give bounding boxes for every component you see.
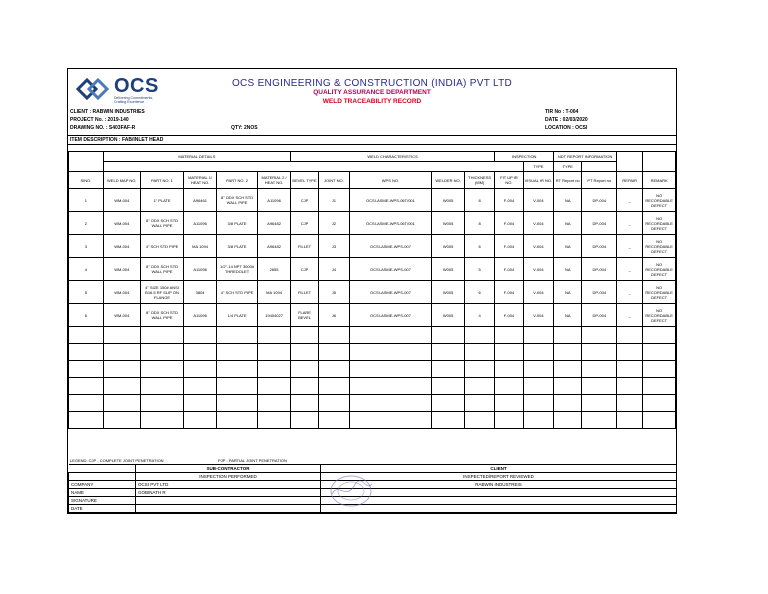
column-header: WELD MAP NO. (103, 172, 140, 189)
table-row (69, 189, 676, 212)
table-cell: _ (617, 212, 643, 235)
empty-cell (523, 378, 553, 395)
empty-cell (464, 378, 494, 395)
table-row (69, 304, 676, 327)
empty-cell (69, 412, 104, 429)
empty-cell (216, 327, 257, 344)
empty-cell (495, 327, 523, 344)
subcontractor-company: OCSI PVT LTD (136, 481, 321, 489)
table-body (69, 189, 676, 429)
empty-cell (432, 327, 465, 344)
client-field: CLIENT : RABWIN INDUSTRIES (70, 109, 145, 115)
table-cell: 8" ODX SCH STD WALL PIPE (216, 189, 257, 212)
empty-cell (582, 378, 617, 395)
table-cell: F-004 (495, 258, 523, 281)
table-cell: _ (617, 235, 643, 258)
column-header: WELDER NO. (432, 172, 465, 189)
empty-cell (617, 327, 643, 344)
table-row (69, 258, 676, 281)
empty-cell (258, 344, 291, 361)
empty-cell (349, 378, 432, 395)
empty-cell (554, 327, 582, 344)
weld-characteristics-header: WELD CHARACTERISTICS (290, 152, 494, 162)
table-cell: DP-004 (582, 212, 617, 235)
empty-cell (554, 378, 582, 395)
empty-cell (216, 395, 257, 412)
table-cell: A96461 (184, 189, 217, 212)
table-cell: 8" ODX SCH STD WALL PIPE (140, 258, 184, 281)
table-cell: NO RECORDABLE DEFECT (643, 304, 676, 327)
table-cell: CJP (290, 258, 318, 281)
document-header (68, 69, 676, 106)
table-cell: A11096 (184, 212, 217, 235)
table-cell: 8 (464, 189, 494, 212)
table-cell: DP-004 (582, 281, 617, 304)
empty-cell (582, 395, 617, 412)
table-cell: 3804 (184, 281, 217, 304)
table-cell: CJP (290, 212, 318, 235)
column-header: SINO. (69, 172, 104, 189)
table-cell: A11096 (184, 258, 217, 281)
item-description: ITEM DESCRIPTION : FAB/INLET HEAD (70, 137, 164, 143)
table-cell: 3 (69, 235, 104, 258)
table-cell: 4 (464, 304, 494, 327)
table-cell: W005 (432, 235, 465, 258)
company-label: COMPANY (69, 481, 136, 489)
empty-cell (554, 412, 582, 429)
table-cell: J6 (319, 304, 349, 327)
material-details-header: MATERIAL DETAILS (103, 152, 290, 162)
table-cell: 8 (464, 212, 494, 235)
table-cell: NO RECORDABLE DEFECT (643, 189, 676, 212)
subcontractor-signature (136, 497, 321, 505)
column-header: PART NO. 2 (216, 172, 257, 189)
drawing-field: DRAWING NO. : S403FAF-R (70, 125, 136, 131)
empty-cell (582, 361, 617, 378)
empty-cell (103, 344, 140, 361)
logo-wordmark: OCS (114, 75, 159, 97)
inspected-reviewed-label: INSPECTED/REPORT REVIEWED (321, 473, 677, 481)
empty-cell (69, 361, 104, 378)
table-cell: 3/8 PLATE (216, 235, 257, 258)
table-cell: 6 (464, 235, 494, 258)
column-header: VISUAL IR NO. (523, 172, 553, 189)
table-cell: NO RECORDABLE DEFECT (643, 258, 676, 281)
empty-cell (184, 412, 217, 429)
table-cell: OCSI-ASME-WPS-06T/001 (349, 189, 432, 212)
table-cell: W005 (432, 281, 465, 304)
empty-cell (216, 344, 257, 361)
location-field: LOCATION : OCSI (545, 125, 588, 131)
empty-cell (432, 412, 465, 429)
table-cell: V-004 (523, 304, 553, 327)
empty-cell (523, 361, 553, 378)
empty-cell (643, 361, 676, 378)
empty-cell (464, 344, 494, 361)
table-cell: J4 (319, 258, 349, 281)
table-cell: 5 (464, 258, 494, 281)
table-cell: MA 1094 (258, 281, 291, 304)
empty-cell (349, 412, 432, 429)
table-cell: WM-004 (103, 235, 140, 258)
company-stamp (328, 474, 374, 508)
table-cell: OCSI-ASME-WPS-007 (349, 304, 432, 327)
empty-cell (523, 327, 553, 344)
table-cell: V-004 (523, 235, 553, 258)
empty-cell (258, 395, 291, 412)
empty-cell (319, 395, 349, 412)
empty-cell (140, 327, 184, 344)
empty-cell (290, 344, 318, 361)
table-cell: WM-004 (103, 212, 140, 235)
empty-cell (643, 344, 676, 361)
table-cell: NO RECORDABLE DEFECT (643, 235, 676, 258)
table-cell: NO RECORDABLE DEFECT (643, 281, 676, 304)
table-cell: W005 (432, 304, 465, 327)
table-cell: NA (554, 281, 582, 304)
inspection-performed-label: INSPECTION PERFORMED (136, 473, 321, 481)
empty-cell (617, 344, 643, 361)
subcontractor-name: GOBINATH R (136, 489, 321, 497)
column-header: WPS NO. (349, 172, 432, 189)
empty-cell (103, 412, 140, 429)
empty-cell (464, 327, 494, 344)
empty-cell (319, 378, 349, 395)
table-cell: 3/8 PLATE (216, 212, 257, 235)
legend-cjp: LEGEND: CJP - COMPLETE JOINT PENETRATION (70, 458, 164, 463)
empty-cell (319, 361, 349, 378)
column-header: REMARK (643, 172, 676, 189)
table-cell: NO RECORDABLE DEFECT (643, 212, 676, 235)
table-cell: W005 (432, 212, 465, 235)
table-cell: 2655 (258, 258, 291, 281)
empty-row (69, 378, 676, 395)
table-cell: F-004 (495, 189, 523, 212)
empty-cell (495, 361, 523, 378)
table-cell: NA (554, 235, 582, 258)
signature-label: SIGNATURE (69, 497, 136, 505)
empty-cell (103, 361, 140, 378)
table-cell: WM-004 (103, 304, 140, 327)
table-row (69, 212, 676, 235)
column-header: BEVEL TYPE (290, 172, 318, 189)
table-cell: OCSI-ASME-WPS-06T/001 (349, 212, 432, 235)
table-cell: A96482 (258, 212, 291, 235)
table-cell: 6 (464, 281, 494, 304)
empty-cell (582, 412, 617, 429)
empty-cell (349, 395, 432, 412)
subcontractor-header: SUB-CONTRACTOR (136, 465, 321, 473)
empty-cell (349, 344, 432, 361)
empty-cell (319, 327, 349, 344)
column-header: JOINT NO. (319, 172, 349, 189)
table-cell: 2 (69, 212, 104, 235)
table-cell: F-004 (495, 212, 523, 235)
table-cell: FILLET (290, 281, 318, 304)
empty-cell (582, 344, 617, 361)
date-label: DATE (69, 505, 136, 513)
company-name: OCS ENGINEERING & CONSTRUCTION (INDIA) PVT LTD (231, 78, 513, 89)
table-cell: MA 1094 (184, 235, 217, 258)
empty-cell (103, 378, 140, 395)
table-cell: 1/2"-14 NPT 3000# THREDOLET (216, 258, 257, 281)
column-header: RT Report no (554, 172, 582, 189)
empty-cell (290, 412, 318, 429)
empty-cell (140, 395, 184, 412)
empty-cell (258, 361, 291, 378)
empty-row (69, 361, 676, 378)
empty-cell (432, 395, 465, 412)
table-cell: FLARE BEVEL (290, 304, 318, 327)
table-cell: A96482 (258, 235, 291, 258)
table-cell: F-004 (495, 281, 523, 304)
table-cell: J3 (319, 235, 349, 258)
empty-cell (464, 412, 494, 429)
table-cell: DP-004 (582, 189, 617, 212)
traceability-sheet (67, 68, 677, 514)
empty-cell (643, 395, 676, 412)
empty-cell (140, 378, 184, 395)
table-cell: 5 (69, 281, 104, 304)
empty-cell (69, 378, 104, 395)
empty-cell (464, 395, 494, 412)
empty-cell (432, 344, 465, 361)
empty-cell (290, 327, 318, 344)
empty-cell (290, 395, 318, 412)
empty-row (69, 344, 676, 361)
table-cell: WM-004 (103, 189, 140, 212)
table-row (69, 235, 676, 258)
empty-cell (184, 395, 217, 412)
empty-cell (69, 344, 104, 361)
table-cell: 8" ODX SCH STD WALL PIPE (140, 212, 184, 235)
column-header: PART NO. 1 (140, 172, 184, 189)
table-cell: OCSI-ASME-WPS-007 (349, 281, 432, 304)
table-cell: V-004 (523, 189, 553, 212)
table-cell: 1" PLATE (140, 189, 184, 212)
empty-cell (617, 412, 643, 429)
column-header: THICKNESS (MM) (464, 172, 494, 189)
empty-cell (617, 395, 643, 412)
table-cell: 6 (69, 304, 104, 327)
department-name: QUALITY ASSURANCE DEPARTMENT (313, 89, 431, 96)
table-cell: NA (554, 258, 582, 281)
table-cell: CJP (290, 189, 318, 212)
ndt-header: NDT REPORT INFORMATION (554, 152, 617, 162)
tir-field: TIR No : T-004 (545, 109, 579, 115)
table-cell: OCSI-ASME-WPS-007 (349, 235, 432, 258)
inspection-header: INSPECTION (495, 152, 554, 162)
table-cell: J5 (319, 281, 349, 304)
table-cell: W005 (432, 258, 465, 281)
table-cell: W005 (432, 189, 465, 212)
table-cell: F-004 (495, 304, 523, 327)
empty-cell (554, 395, 582, 412)
empty-cell (216, 361, 257, 378)
table-cell: _ (617, 258, 643, 281)
empty-cell (554, 361, 582, 378)
empty-cell (103, 327, 140, 344)
empty-cell (643, 378, 676, 395)
table-cell: A11096 (258, 189, 291, 212)
table-cell: OCSI-ASME-WPS-007 (349, 258, 432, 281)
empty-cell (140, 361, 184, 378)
empty-cell (184, 361, 217, 378)
table-cell: 1 (69, 189, 104, 212)
empty-cell (464, 361, 494, 378)
column-header: FIT UP IR NO. (495, 172, 523, 189)
empty-cell (349, 361, 432, 378)
empty-cell (184, 378, 217, 395)
empty-cell (432, 378, 465, 395)
empty-cell (495, 344, 523, 361)
weld-table (68, 151, 676, 429)
table-cell: 4 (69, 258, 104, 281)
table-cell: NA (554, 212, 582, 235)
empty-cell (523, 344, 553, 361)
table-cell: DP-004 (582, 235, 617, 258)
table-cell: J1 (319, 189, 349, 212)
table-cell: _ (617, 189, 643, 212)
empty-cell (319, 412, 349, 429)
project-field: PROJECT No. : 2019-140 (70, 117, 129, 123)
table-cell: J2 (319, 212, 349, 235)
empty-row (69, 327, 676, 344)
table-cell: WM-004 (103, 258, 140, 281)
table-cell: NA (554, 304, 582, 327)
empty-cell (319, 344, 349, 361)
empty-cell (184, 344, 217, 361)
name-label: NAME (69, 489, 136, 497)
empty-cell (643, 327, 676, 344)
table-cell: 4" SCH STD PIPE (140, 235, 184, 258)
logo-tagline: Delivering Commitments, Crafting Excellence (114, 96, 154, 104)
empty-cell (216, 412, 257, 429)
table-cell: 4" SIZE 150# ANSI B16.5 RF SLIP ON FLANGE (140, 281, 184, 304)
empty-cell (643, 412, 676, 429)
empty-cell (140, 344, 184, 361)
empty-cell (258, 412, 291, 429)
table-cell: DP-004 (582, 258, 617, 281)
empty-cell (69, 327, 104, 344)
empty-cell (349, 327, 432, 344)
empty-cell (495, 412, 523, 429)
table-cell: 8" ODX SCH STD WALL PIPE (140, 304, 184, 327)
table-cell: 19404027 (258, 304, 291, 327)
empty-row (69, 395, 676, 412)
legend (68, 457, 676, 464)
table-cell: FILLET (290, 235, 318, 258)
pt-type-header: TYPE (554, 162, 582, 172)
empty-cell (523, 412, 553, 429)
date-field: DATE : 02/03/2020 (545, 117, 588, 123)
column-header: PT Report no (582, 172, 617, 189)
client-company: RABWIN INDUSTREIS (321, 481, 677, 489)
table-cell: 1/4 PLATE (216, 304, 257, 327)
record-title: WELD TRACEABILITY RECORD (322, 98, 422, 105)
empty-cell (432, 361, 465, 378)
empty-cell (582, 327, 617, 344)
empty-cell (495, 395, 523, 412)
column-header-row (69, 172, 676, 189)
empty-cell (617, 361, 643, 378)
empty-cell (184, 327, 217, 344)
table-cell: 4" SCH STD PIPE (216, 281, 257, 304)
empty-row (69, 412, 676, 429)
table-cell: _ (617, 304, 643, 327)
table-row (69, 281, 676, 304)
empty-cell (554, 344, 582, 361)
table-cell: V-004 (523, 281, 553, 304)
table-cell: NA (554, 189, 582, 212)
empty-cell (495, 378, 523, 395)
table-cell: V-004 (523, 212, 553, 235)
subcontractor-date (136, 505, 321, 513)
empty-cell (69, 395, 104, 412)
empty-cell (216, 378, 257, 395)
table-cell: A11096 (184, 304, 217, 327)
empty-cell (103, 395, 140, 412)
empty-cell (617, 378, 643, 395)
table-cell: DP-004 (582, 304, 617, 327)
table-cell: V-004 (523, 258, 553, 281)
column-header: MATERIAL 2 / HEAT NO. (258, 172, 291, 189)
empty-cell (290, 378, 318, 395)
qty-field: QTY: 2NOS (231, 125, 258, 131)
legend-pjp: PJP - PARTIAL JOINT PENETRATION (218, 458, 287, 463)
rt-type-header: TYPE (523, 162, 553, 172)
table-cell: _ (617, 281, 643, 304)
empty-cell (523, 395, 553, 412)
empty-cell (258, 378, 291, 395)
table-cell: WM-004 (103, 281, 140, 304)
empty-cell (140, 412, 184, 429)
empty-cell (290, 361, 318, 378)
column-header: REPAIR (617, 172, 643, 189)
column-header: MATERIAL 1/ HEAT NO. (184, 172, 217, 189)
table-cell: F-004 (495, 235, 523, 258)
client-header: CLIENT (321, 465, 677, 473)
item-description-bar (68, 135, 676, 145)
empty-cell (258, 327, 291, 344)
